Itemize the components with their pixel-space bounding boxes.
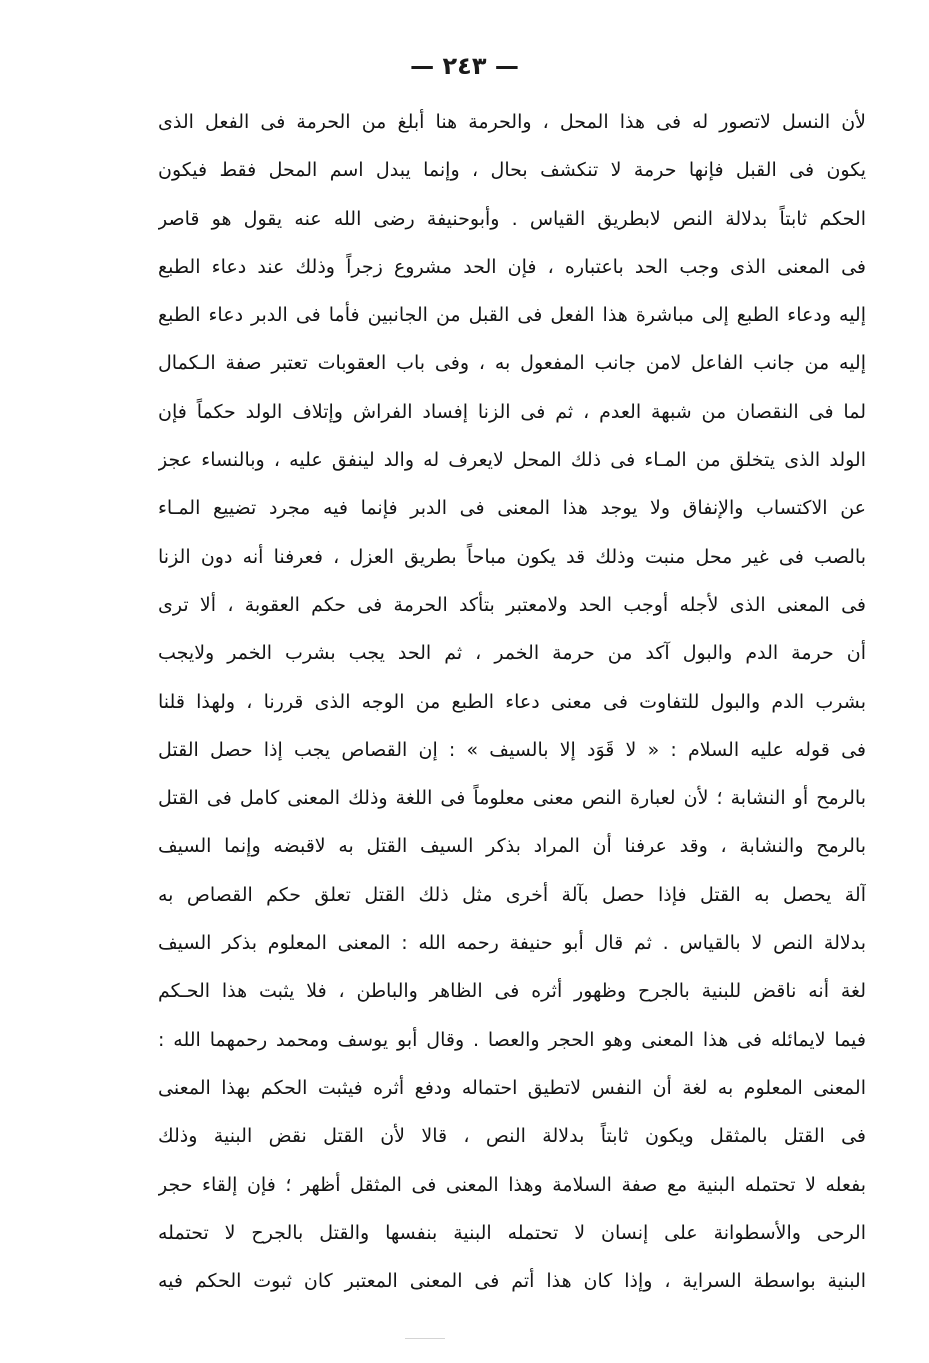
text-line-2: يكون فى القبل فإنها حرمة لا تنكشف بحال ، وإنما يبدل اسم المحل فقط فيكون [158,159,866,182]
text-line-25: البنية بواسطة السراية ، وإذا كان هذا أتم فى المعنى المعتبر كان ثبوت الحكم فيه [158,1270,866,1293]
text-line-6: إليه من جانب الفاعل لامن جانب المفعول به ، وفى باب العقوبات تعتبر صفة الـكمال [158,352,866,375]
text-line-4: فى المعنى الذى وجب الحد باعتباره ، فإن الحد مشروع زجراً وذلك عند دعاء الطبع [158,255,866,278]
text-line-13: بشرب الدم والبول للتفاوت فى معنى دعاء الطبع من الوجه الذى قررنا ، ولهذا قلنا [158,690,866,713]
page-number: — ٢٤٣ — [410,52,519,80]
text-line-22: فى القتل بالمثقل ويكون ثابتاً بدلالة النص ، قالا لأن القتل نقض البنية وذلك [158,1125,866,1148]
text-line-7: لما فى النقصان من شبهة العدم ، ثم فى الزنا إفساد الفراش وإتلاف الولد حكماً فإن [158,400,866,423]
text-line-8: الولد الذى يتخلق من المـاء فى ذلك المحل لايعرف له والد لينفق عليه ، وبالنساء عجز [158,449,866,472]
text-line-14: فى قوله عليه السلام : « لا قَوَد إلا بالسيف » : إن القصاص يجب إذا حصل القتل [158,738,866,761]
text-line-3: الحكم ثابتاً بدلالة النص لابطريق القياس . وأبوحنيفة رضى الله عنه يقول هو قاصر [158,207,866,230]
text-line-16: بالرمح والنشابة ، وقد عرفنا أن المراد بذكر السيف القتل به لاقبضه وإنما السيف [158,835,866,858]
text-line-21: المعنى المعلوم به لغة أن النفس لاتطيق احتماله ودفع أثره فيثبت الحكم بهذا المعنى [158,1076,866,1099]
text-line-23: بفعله لا تحتمله البنية مع صفة السلامة وهذا المعنى فى المثقل أظهر ؛ فإن إلقاء حجر [158,1173,866,1196]
text-line-18: بدلالة النص لا بالقياس . ثم قال أبو حنيفة رحمه الله : المعنى المعلوم بذكر السيف [158,932,866,955]
text-line-20: فيما لايمائله فى هذا المعنى وهو الحجر والعصا . وقال أبو يوسف ومحمد رحمهما الله : [158,1028,866,1051]
text-line-9: عن الاكتساب والإنفاق ولا يوجد هذا المعنى فى الدبر فإنما فيه مجرد تضييع المـاء [158,497,866,520]
text-line-5: إليه ودعاء الطبع إلى مباشرة هذا الفعل فى القبل من الجانبين فأما فى الدبر دعاء الطبع [158,304,866,327]
text-line-12: أن حرمة الدم والبول آكد من حرمة الخمر ، ثم الحد يجب بشرب الخمر ولايجب [158,642,866,665]
text-line-10: بالصب فى غير محل منبت وذلك قد يكون مباحاً بطريق العزل ، فعرفنا أنه دون الزنا [158,545,866,568]
text-line-15: بالرمح أو النشابة ؛ لأن لعبارة النص معنى معلوماً فى اللغة وذلك المعنى كامل فى القتل [158,787,866,810]
text-line-19: لغة أنه ناقض للبنية بالجرح وظهور أثره فى الظاهر والباطن ، فلا يثبت هذا الحـكم [158,980,866,1003]
body-text [158,98,866,1305]
text-line-1: لأن النسل لاتصور له فى هذا المحل ، والحرمة هنا أبلغ من الحرمة فى الفعل الذى [158,111,866,133]
text-line-11: فى المعنى الذى لأجله أوجب الحد ولامعتبر بتأكد الحرمة فى حكم العقوبة ، ألا ترى [158,593,866,616]
scan-mark [405,1338,445,1339]
text-line-24: الرحى والأسطوانة على إنسان لا تحتمله البنية بنفسها والقتل بالجرح لا تحتمله [158,1221,866,1244]
text-line-17: آلة يحصل به القتل فإذا حصل بآلة أخرى مثل ذلك القتل تعلق حكم القصاص به [158,883,866,906]
